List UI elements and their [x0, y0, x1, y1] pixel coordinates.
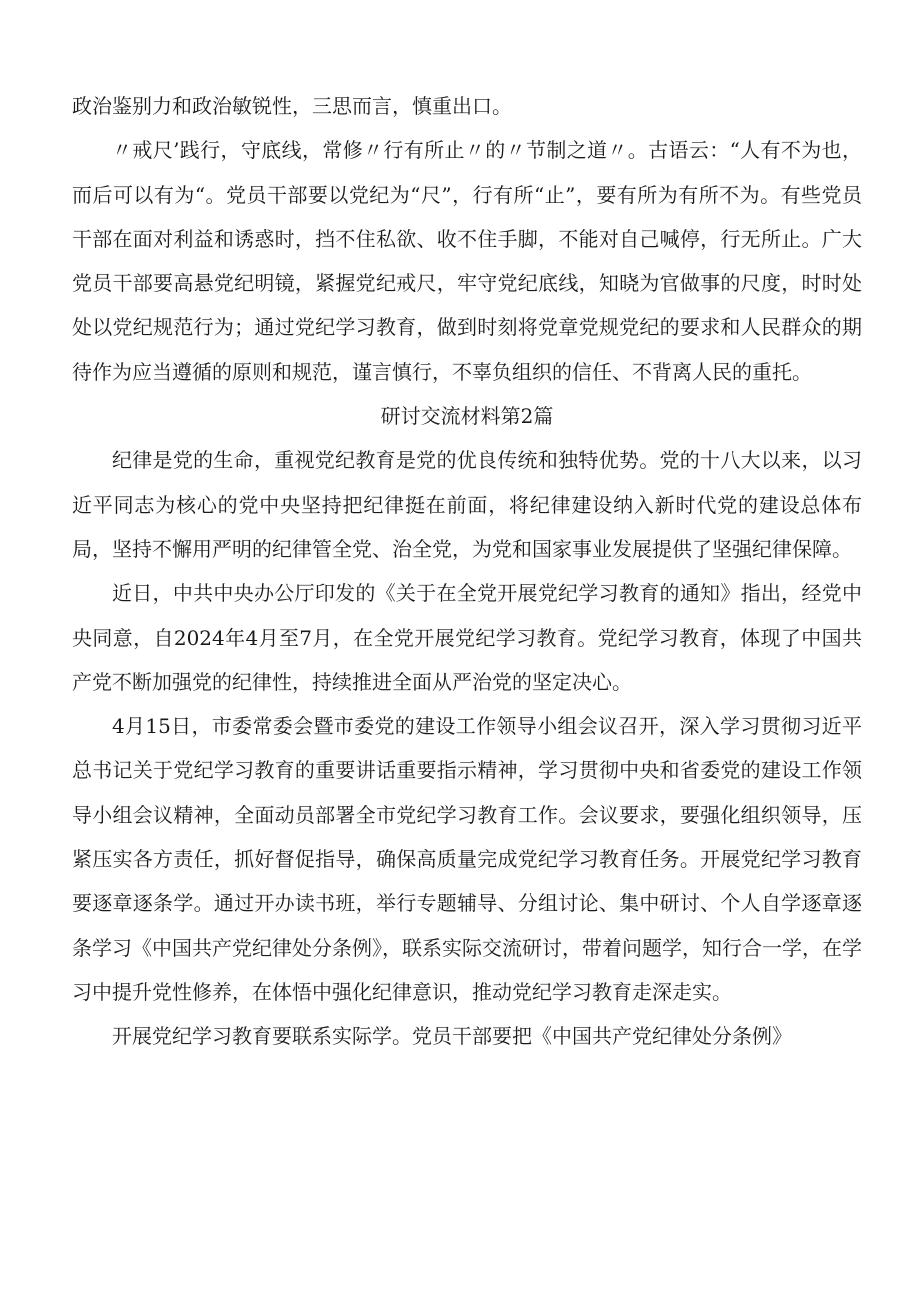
paragraph-continued: 政治鉴别力和政治敏锐性，三思而言，慎重出口。	[72, 94, 512, 118]
section-title: 研讨交流材料第2篇	[380, 404, 554, 429]
paragraph-discipline-life: 纪律是党的生命，重视党纪教育是党的优良传统和独特优势。党的十八大以来，以习近平同志为核心的党中央坚持把纪律挺在前面，将纪律建设纳入新时代党的建设总体布局，坚持不懈用严明的纪律管全党、治全党，为党和国家事业发展提供了坚强纪律保障。	[72, 448, 862, 561]
paragraph-discipline-ruler: 〃戒尺’践行，守底线，常修〃行有所止〃的〃节制之道〃。古语云：“人有不为也，而后可以有为“。党员干部要以党纪为“尺”，行有所“止”，要有所为有所不为。有些党员干部在面对利益和诱惑时，挡不住私欲、收不住手脚，不能对自己喊停，行无所止。广大党员干部要高悬党纪明镜，紧握党纪戒尺，牢守党纪底线，知晓为官做事的尺度，时时处处以党纪规范行为；通过党纪学习教育，做到时刻将党章党规党纪的要求和人民群众的期待作为应当遵循的原则和规范，谨言慎行，不辜负组织的信任、不背离人民的重托。	[72, 138, 862, 384]
paragraph-practice: 开展党纪学习教育要联系实际学。党员干部要把《中国共产党纪律处分条例》	[112, 1024, 792, 1049]
document-page	[72, 84, 862, 1059]
paragraph-notice: 近日，中共中央办公厅印发的《关于在全党开展党纪学习教育的通知》指出，经党中央同意，自2024年4月至7月，在全党开展党纪学习教育。党纪学习教育，体现了中国共产党不断加强党的纪律性，持续推进全面从严治党的坚定决心。	[72, 581, 862, 694]
paragraph-meeting: 4月15日，市委常委会暨市委党的建设工作领导小组会议召开，深入学习贯彻习近平总书记关于党纪学习教育的重要讲话重要指示精神，学习贯彻中央和省委党的建设工作领导小组会议精神，全面动员部署全市党纪学习教育工作。会议要求，要强化组织领导，压紧压实各方责任，抓好督促指导，确保高质量完成党纪学习教育任务。开展党纪学习教育要逐章逐条学。通过开办读书班，举行专题辅导、分组讨论、集中研讨、个人自学逐章逐条学习《中国共产党纪律处分条例》，联系实际交流研讨，带着问题学，知行合一学，在学习中提升党性修养，在体悟中强化纪律意识，推动党纪学习教育走深走实。	[72, 714, 862, 1004]
